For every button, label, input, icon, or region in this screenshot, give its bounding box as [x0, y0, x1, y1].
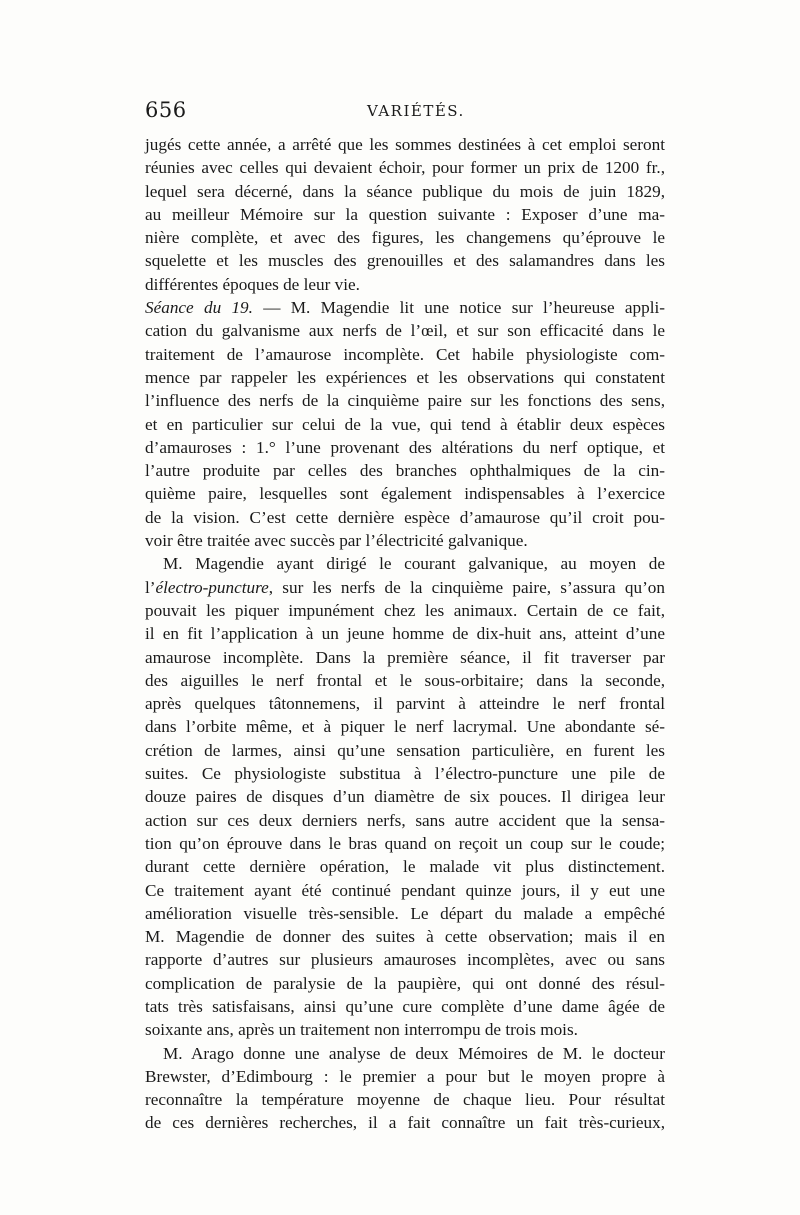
text-line: l’autre produite par celles des branches ophthalmiques de la cin- [145, 461, 665, 481]
text-line: après quelques tâtonnemens, il parvint à atteindre le nerf frontal [145, 694, 665, 714]
italic-run: électro-puncture [155, 577, 269, 597]
text-line: durant cette dernière opération, le malade vit plus distinctement. [145, 857, 665, 877]
text-line: pouvait les piquer impunément chez les animaux. Certain de ce fait, [145, 600, 665, 620]
text-line: d’amauroses : 1.° l’une provenant des altérations du nerf optique, et [145, 437, 665, 457]
text-line: réunies avec celles qui devaient échoir, pour former un prix de 1200 fr., [145, 158, 665, 178]
text-line: cation du galvanisme aux nerfs de l’œil, et sur son efficacité dans le [145, 321, 665, 341]
text-line: l’électro-puncture, sur les nerfs de la cinquième paire, s’assura qu’on [145, 577, 665, 597]
text-line: suites. Ce physiologiste substitua à l’électro-puncture une pile de [145, 764, 665, 784]
text-line: il en fit l’application à un jeune homme de dix-huit ans, atteint d’une [145, 624, 665, 644]
text-line: voir être traitée avec succès par l’électricité galvanique. [145, 531, 528, 551]
italic-run: Séance du 19. [145, 298, 253, 318]
text-line: de la vision. C’est cette dernière espèce d’amaurose qu’il croit pou- [145, 507, 665, 527]
text-line: dans l’orbite même, et à piquer le nerf lacrymal. Une abondante sé- [145, 717, 665, 737]
text-line: M. Magendie de donner des suites à cette observation; mais il en [145, 927, 665, 947]
text-line: Brewster, d’Edimbourg : le premier a pour but le moyen propre à [145, 1066, 665, 1086]
text-line: M. Arago donne une analyse de deux Mémoires de M. le docteur [163, 1043, 665, 1063]
text-line: différentes époques de leur vie. [145, 274, 360, 294]
text-line: l’influence des nerfs de la cinquième paire sur les fonctions des sens, [145, 391, 665, 411]
text-line: Séance du 19. — M. Magendie lit une notice sur l’heureuse appli- [145, 298, 665, 318]
text-line: tion qu’on éprouve dans le bras quand on reçoit un coup sur le coude; [145, 833, 665, 853]
text-line: Ce traitement ayant été continué pendant quinze jours, il y eut une [145, 880, 665, 900]
text-line: amaurose incomplète. Dans la première séance, il fit traverser par [145, 647, 665, 667]
text-line: amélioration visuelle très-sensible. Le départ du malade a empêché [145, 903, 665, 923]
text-line: nière complète, et avec des figures, les changemens qu’éprouve le [145, 228, 665, 248]
text-line: tats très satisfaisans, ainsi qu’une cure complète d’une dame âgée de [145, 996, 665, 1016]
page-header [145, 98, 665, 128]
text-line: jugés cette année, a arrêté que les sommes destinées à cet emploi seront [145, 135, 665, 154]
text-line: traitement de l’amaurose incomplète. Cet habile physiologiste com- [145, 344, 665, 364]
text-line: au meilleur Mémoire sur la question suivante : Exposer d’une ma- [145, 204, 665, 224]
text-line: action sur ces deux derniers nerfs, sans autre accident que la sensa- [145, 810, 665, 830]
text-line: crétion de larmes, ainsi qu’une sensation particulière, en furent les [145, 740, 665, 760]
running-title: VARIÉTÉS. [367, 102, 465, 120]
text-line: mence par rappeler les expériences et les observations qui constatent [145, 367, 665, 387]
text-line: reconnaître la température moyenne de chaque lieu. Pour résultat [145, 1090, 665, 1110]
page-number: 656 [145, 98, 187, 122]
text-line: et en particulier sur celui de la vue, qui tend à établir deux espèces [145, 414, 665, 434]
text-line: des aiguilles le nerf frontal et le sous-orbitaire; dans la seconde, [145, 670, 665, 690]
text-line: squelette et les muscles des grenouilles et des salamandres dans les [145, 251, 665, 271]
text-line: de ces dernières recherches, il a fait connaître un fait très-curieux, [145, 1113, 665, 1133]
text-line: soixante ans, après un traitement non interrompu de trois mois. [145, 1020, 578, 1040]
body-text [145, 133, 665, 1135]
text-line: rapporte d’autres sur plusieurs amauroses incomplètes, avec ou sans [145, 950, 665, 970]
text-line: quième paire, lesquelles sont également indispensables à l’exercice [145, 484, 665, 504]
text-line: douze paires de disques d’un diamètre de six pouces. Il dirigea leur [145, 787, 665, 807]
text-line: lequel sera décerné, dans la séance publique du mois de juin 1829, [145, 181, 665, 201]
text-line: complication de paralysie de la paupière, qui ont donné des résul- [145, 973, 665, 993]
text-line: M. Magendie ayant dirigé le courant galvanique, au moyen de [163, 554, 665, 574]
